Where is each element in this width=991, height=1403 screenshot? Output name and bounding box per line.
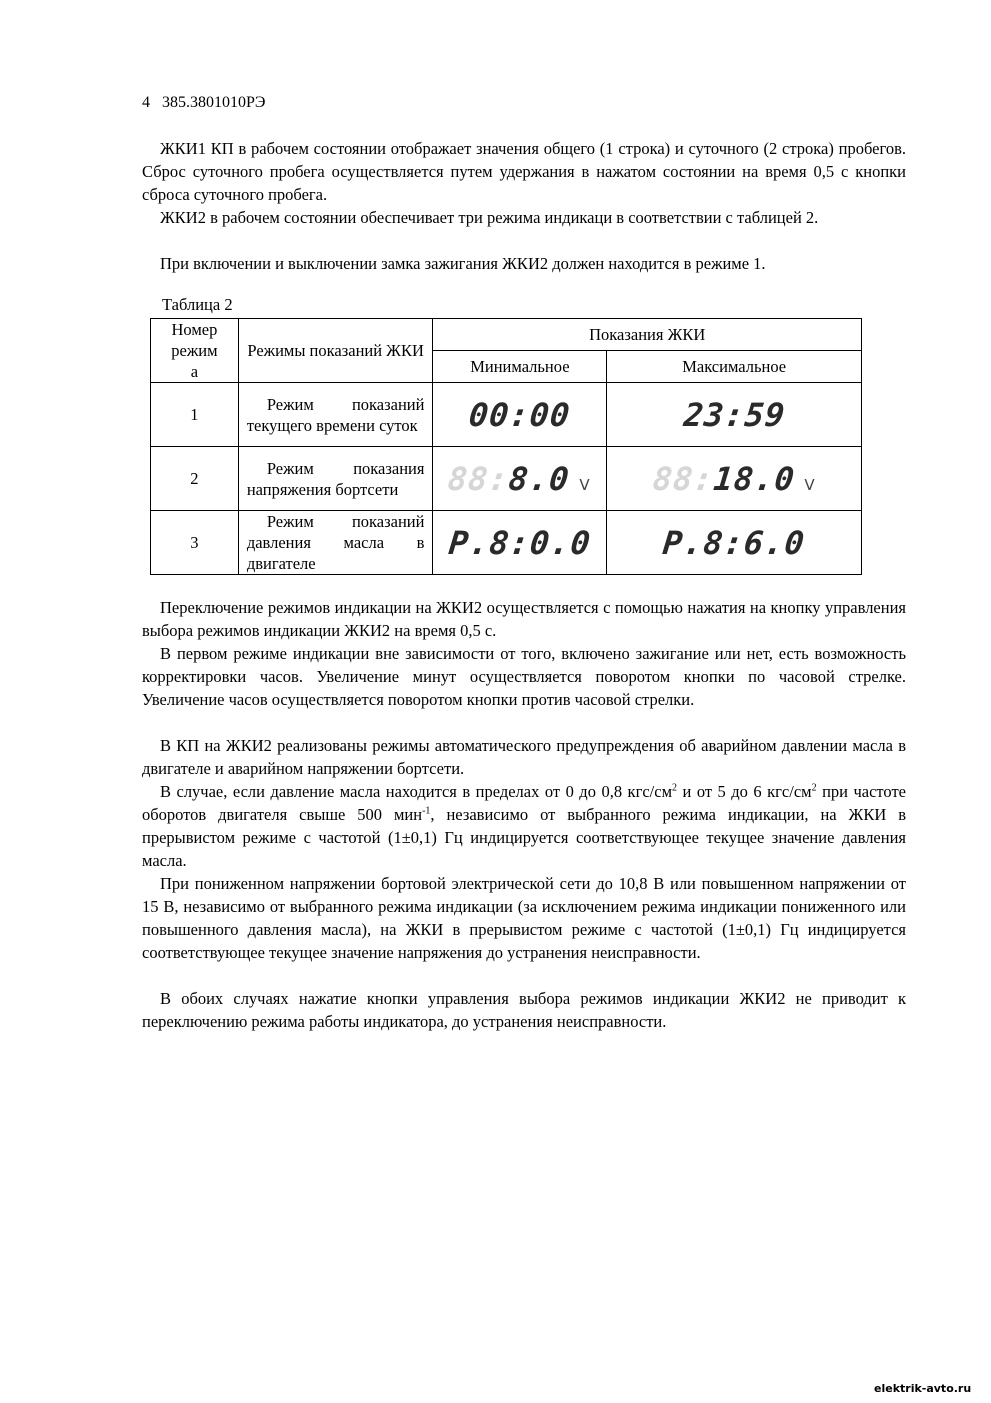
lcd-value: 0.0 (528, 523, 593, 562)
lcd-unit: V (579, 475, 591, 494)
row-mode-name-first: Режим показания (266, 458, 425, 478)
paragraph-4 (142, 596, 906, 642)
superscript: -1 (422, 805, 431, 817)
lcd-value: 23:59 (681, 395, 787, 434)
paragraph-6 (142, 734, 906, 780)
row-number: 3 (151, 511, 239, 575)
lcd-min-cell (433, 511, 607, 575)
superscript: 2 (672, 782, 678, 794)
paragraph-2 (142, 206, 906, 229)
paragraph-5 (142, 642, 906, 711)
paragraph-9-text: В обоих случаях нажатие кнопки управления выбора режимов индикации ЖКИ2 не приводит к переключению режима работы индикатора, до устранения неисправности. (142, 989, 906, 1031)
header-modes (238, 319, 433, 383)
superscript: 2 (811, 782, 817, 794)
table-caption: Таблица 2 (162, 295, 233, 314)
row-number: 1 (151, 383, 239, 447)
lcd-min-cell (433, 447, 607, 511)
table-row (151, 383, 862, 447)
row-mode-name-rest: давления масла в двигателе (246, 533, 425, 573)
paragraph-7 (142, 780, 906, 872)
header-modes-text: Режимы показаний ЖКИ (247, 341, 424, 360)
paragraph-6-text: В КП на ЖКИ2 реализованы режимы автоматического предупреждения об аварийном давлении масла в двигателе и аварийном напряжении бортсети. (142, 736, 906, 778)
lcd-min-cell (433, 383, 607, 447)
header-minimum: Минимальное (433, 351, 607, 383)
document-code: 385.3801010РЭ (162, 94, 266, 111)
paragraph-2-text: ЖКИ2 в рабочем состоянии обеспечивает три режима индикаци в соответствии с таблицей 2. (160, 208, 819, 227)
paragraph-7-text-c: при частоте оборотов двигателя свыше 500 мин (142, 782, 906, 824)
header-mode-number (151, 319, 239, 383)
row-mode-name (238, 447, 433, 511)
lcd-value: 00:00 (467, 395, 573, 434)
lcd-value: 8.0 (507, 459, 573, 498)
header-mode-number-line3: а (190, 362, 199, 381)
header-mode-number-line1: Номер (171, 320, 218, 339)
lcd-display (467, 396, 572, 434)
lcd-value: 18.0 (711, 459, 797, 498)
lcd-display (661, 524, 807, 562)
lcd-mode-prefix: P.8: (661, 523, 747, 562)
row-mode-name (238, 511, 433, 575)
row-mode-name-first: Режим показаний (266, 394, 425, 414)
paragraph-1-text: ЖКИ1 КП в рабочем состоянии отображает значения общего (1 строка) и суточного (2 строка) пробегов. Сброс суточного пробега осуществляется путем удержания в нажатом состоянии на время 0,5 с кнопки сброса суточного пробега. (142, 139, 906, 204)
paragraph-7-text-a: В случае, если давление масла находится в пределах от 0 до 0,8 кгс/см (160, 782, 673, 801)
row-mode-name-rest: напряжения бортсети (246, 479, 399, 499)
row-mode-name (238, 383, 433, 447)
table-row (151, 447, 862, 511)
paragraph-1 (142, 137, 906, 206)
lcd-display (446, 460, 593, 498)
lcd-mode-prefix: P.8: (446, 523, 533, 562)
lcd-value: 6.0 (742, 523, 808, 562)
lcd-display (447, 524, 593, 562)
paragraph-8-text: При пониженном напряжении бортовой электрической сети до 10,8 В или повышенном напряжении от 15 В, независимо от выбранного режима индикации (за исключением режима индикации пониженного или повышенного давления масла), на ЖКИ в прерывистом режиме с частотой (1±0,1) Гц индицируется соответствующее текущее значение напряжения до устранения неисправности. (142, 874, 906, 962)
paragraph-7-text-d: , независимо от выбранного режима индикации, на ЖКИ в прерывистом режиме с частотой (1±0,1) Гц индицируется соответствующее текущее значение давления масла. (142, 805, 906, 870)
lcd-dim-segments: 88: (650, 459, 716, 498)
lcd-unit: V (803, 475, 816, 494)
lcd-dim-segments: 88: (446, 459, 512, 498)
site-watermark: elektrik-avto.ru (874, 1382, 972, 1395)
table-row (151, 511, 862, 575)
paragraph-7-text-b: и от 5 до 6 кгс/см (677, 782, 812, 801)
page-header (142, 94, 265, 112)
row-number: 2 (151, 447, 239, 511)
lcd-max-cell (607, 511, 862, 575)
header-lcd-readings: Показания ЖКИ (433, 319, 862, 351)
paragraph-3 (142, 252, 906, 275)
lcd-max-cell (607, 447, 862, 511)
paragraph-4-text: Переключение режимов индикации на ЖКИ2 осуществляется с помощью нажатия на кнопку управления выбора режимов индикации ЖКИ2 на время 0,5 с. (142, 598, 906, 640)
paragraph-3-text: При включении и выключении замка зажигания ЖКИ2 должен находится в режиме 1. (160, 254, 766, 273)
paragraph-9 (142, 987, 906, 1033)
row-mode-name-rest: текущего времени суток (246, 415, 418, 435)
paragraph-8 (142, 872, 906, 964)
lcd-modes-table (150, 318, 862, 575)
page-number: 4 (142, 94, 150, 111)
lcd-display (682, 396, 787, 434)
lcd-display (651, 460, 818, 498)
paragraph-5-text: В первом режиме индикации вне зависимости от того, включено зажигание или нет, есть возможность корректировки часов. Увеличение минут осуществляется поворотом кнопки по часовой стрелке. Увеличение часов осуществляется поворотом кнопки против часовой стрелки. (142, 644, 906, 709)
header-mode-number-line2: режим (171, 341, 218, 360)
row-mode-name-first: Режим показаний (266, 512, 425, 531)
header-maximum: Максимальное (607, 351, 862, 383)
lcd-max-cell (607, 383, 862, 447)
